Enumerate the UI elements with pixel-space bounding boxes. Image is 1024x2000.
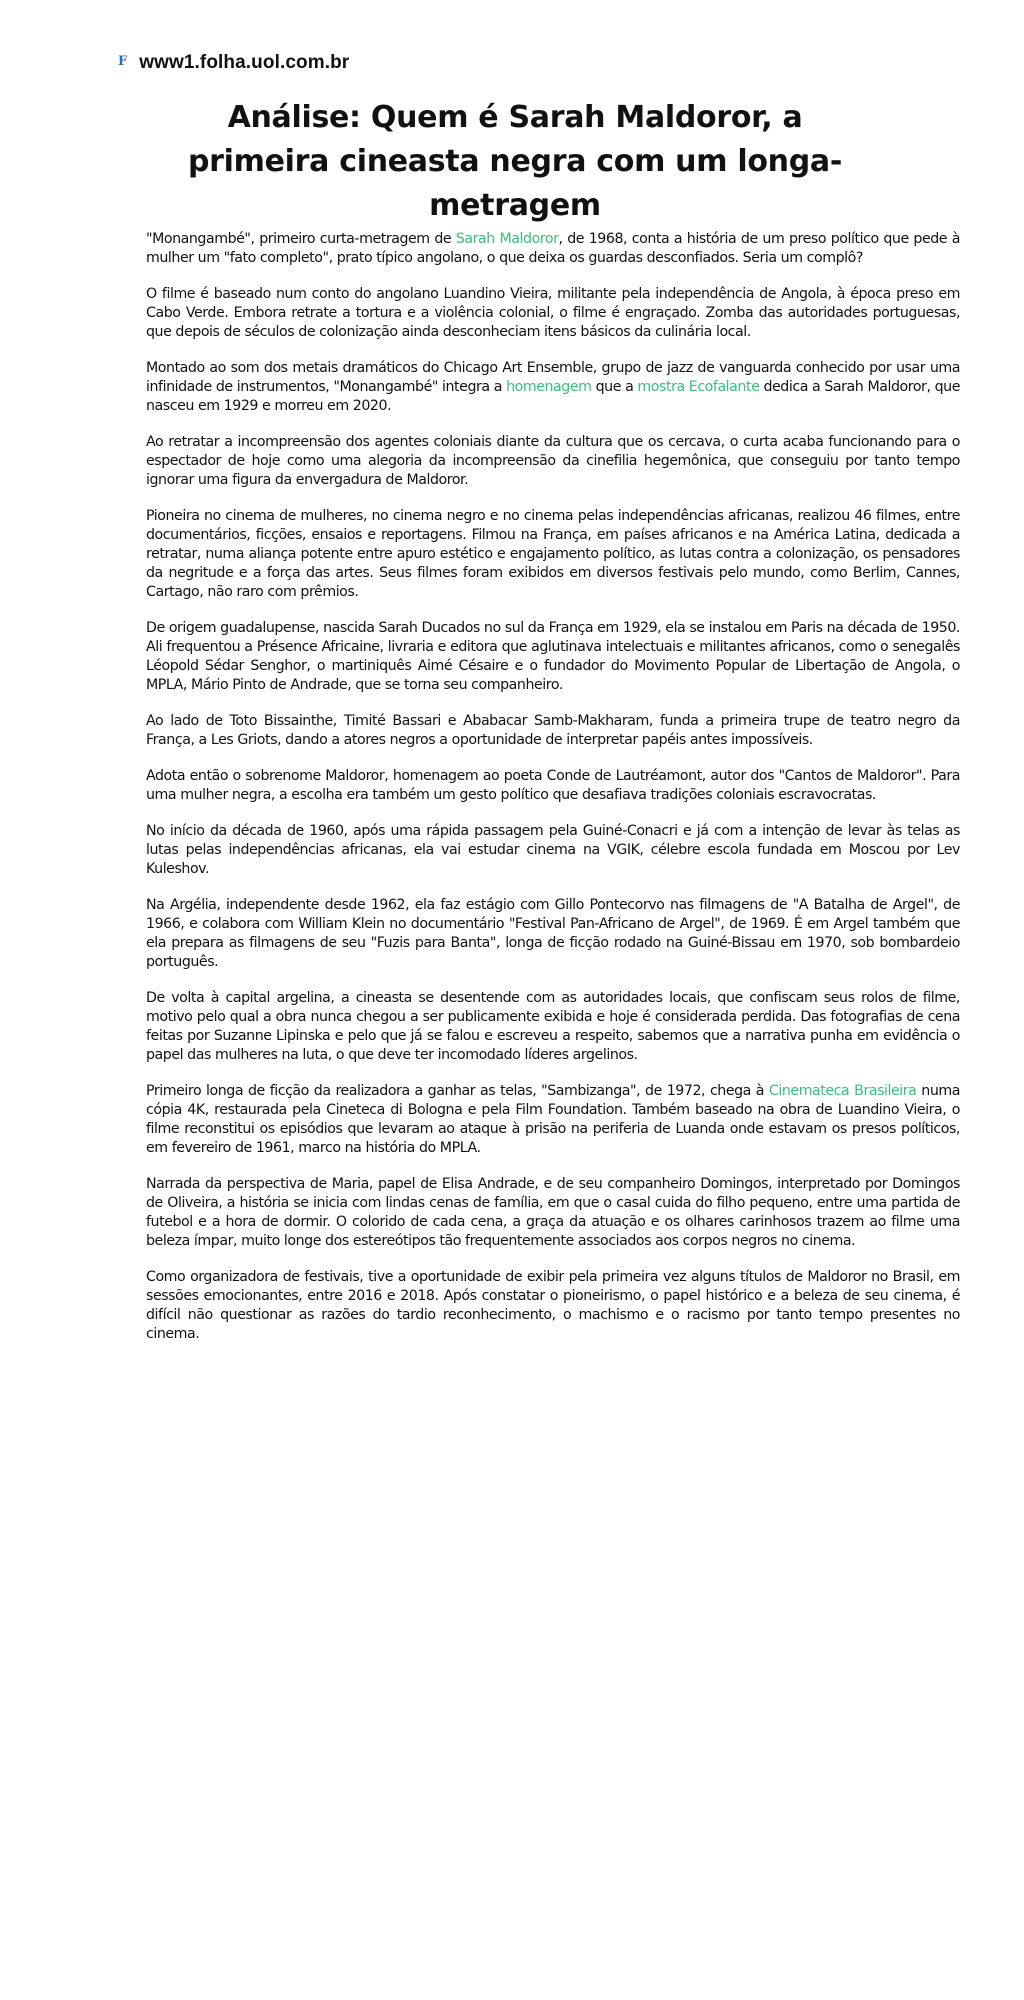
paragraph-text: Como organizadora de festivais, tive a oportunidade de exibir pela primeira vez alguns títulos de Maldoror no Brasil, em sessões emocionantes, entre 2016 e 2018. Após constatar o pioneirismo, o papel histórico e a beleza de seu cinema, é difícil não questionar as razões do tardio reconhecimento, o machismo e o racismo por tanto tempo presentes no cinema. [146,1269,960,1342]
article-paragraph [146,767,960,805]
inline-link[interactable]: mostra Ecofalante [637,379,760,395]
article-paragraph [146,896,960,972]
paragraph-text: numa cópia 4K, restaurada pela Cineteca di Bologna e pela Film Foundation. Também baseado na obra de Luandino Vieira, o filme reconstitui os episódios que levaram ao ataque à prisão na periferia de Luanda onde estavam os presos políticos, em fevereiro de 1961, marco na história do MPLA. [146,1083,960,1156]
paragraph-text: Adota então o sobrenome Maldoror, homenagem ao poeta Conde de Lautréamont, autor dos "Cantos de Maldoror". Para uma mulher negra, a escolha era também um gesto político que desafiava tradições coloniais escravocratas. [146,768,960,803]
article-body [146,230,960,1361]
article-paragraph [146,285,960,342]
inline-link[interactable]: Sarah Maldoror [455,231,559,247]
paragraph-text: O filme é baseado num conto do angolano Luandino Vieira, militante pela independência de Angola, à época preso em Cabo Verde. Embora retrate a tortura e a violência colonial, o filme é engraçado. Zomba das autoridades portuguesas, que depois de séculos de colonização ainda desconheciam itens básicos da culinária local. [146,286,960,340]
article-paragraph [146,989,960,1065]
article-paragraph [146,230,960,268]
folha-favicon-icon: F [118,53,128,69]
paragraph-text: Pioneira no cinema de mulheres, no cinema negro e no cinema pelas independências africanas, realizou 46 filmes, entre documentários, ficções, ensaios e reportagens. Filmou na França, em países africanos e na América Latina, dedicada a retratar, numa aliança potente entre apuro estético e engajamento político, as lutas contra a colonização, os pensadores da negritude e a força das artes. Seus filmes foram exibidos em diversos festivais pelo mundo, como Berlim, Cannes, Cartago, não raro com prêmios. [146,508,960,600]
paragraph-text: Primeiro longa de ficção da realizadora a ganhar as telas, "Sambizanga", de 1972, chega à [146,1083,769,1099]
site-domain: www1.folha.uol.com.br [139,52,350,73]
paragraph-text: Narrada da perspectiva de Maria, papel de Elisa Andrade, e de seu companheiro Domingos, interpretado por Domingos de Oliveira, a história se inicia com lindas cenas de família, em que o casal cuida do filho pequeno, entre uma partida de futebol e a hora de dormir. O colorido de cada cena, a graça da atuação e os olhares carinhosos trazem ao filme uma beleza ímpar, muito longe dos estereótipos tão frequentemente associados aos corpos negros no cinema. [146,1176,960,1249]
article-paragraph [146,433,960,490]
article-paragraph [146,619,960,695]
paragraph-text: dedica a Sarah Maldoror, que nasceu em 1929 e morreu em 2020. [146,379,960,414]
article-paragraph [146,507,960,602]
paragraph-text: , de 1968, conta a história de um preso político que pede à mulher um "fato completo", prato típico angolano, o que deixa os guardas desconfiados. Seria um complô? [146,231,960,266]
inline-link[interactable]: Cinemateca Brasileira [768,1083,917,1099]
paragraph-text: De origem guadalupense, nascida Sarah Ducados no sul da França em 1929, ela se instalou em Paris na década de 1950. Ali frequentou a Présence Africaine, livraria e editora que aglutinava intelectuais e militantes africanos, como o senegalês Léopold Sédar Senghor, o martiniquês Aimé Césaire e o fundador do Movimento Popular de Libertação de Angola, o MPLA, Mário Pinto de Andrade, que se torna seu companheiro. [146,620,960,693]
article-title: Análise: Quem é Sarah Maldoror, a primeira cineasta negra com um longa-metragem [188,100,842,223]
site-header [118,52,349,74]
paragraph-text: De volta à capital argelina, a cineasta se desentende com as autoridades locais, que confiscam seus rolos de filme, motivo pelo qual a obra nunca chegou a ser publicamente exibida e hoje é considerada perdida. Das fotografias de cena feitas por Suzanne Lipinska e pelo que já se falou e escreveu a respeito, sabemos que a narrativa punha em evidência o papel das mulheres na luta, o que deve ter incomodado líderes argelinos. [146,990,960,1063]
article-paragraph [146,1082,960,1158]
paragraph-text: No início da década de 1960, após uma rápida passagem pela Guiné-Conacri e já com a intenção de levar às telas as lutas pelas independências africanas, ela vai estudar cinema na VGIK, célebre escola fundada em Moscou por Lev Kuleshov. [146,823,960,877]
article-paragraph [146,1268,960,1344]
paragraph-text: Ao retratar a incompreensão dos agentes coloniais diante da cultura que os cercava, o curta acaba funcionando para o espectador de hoje como uma alegoria da incompreensão da cinefilia hegemônica, que conseguiu por tanto tempo ignorar uma figura da envergadura de Maldoror. [146,434,960,488]
article-paragraph [146,822,960,879]
paragraph-text: que a [591,379,638,395]
paragraph-text: Montado ao som dos metais dramáticos do Chicago Art Ensemble, grupo de jazz de vanguarda conhecido por usar uma infinidade de instrumentos, "Monangambé" integra a [146,360,960,395]
paragraph-text: Na Argélia, independente desde 1962, ela faz estágio com Gillo Pontecorvo nas filmagens de "A Batalha de Argel", de 1966, e colabora com William Klein no documentário "Festival Pan-Africano de Argel", de 1969. É em Argel também que ela prepara as filmagens de seu "Fuzis para Banta", longa de ficção rodado na Guiné-Bissau em 1970, sob bombardeio português. [146,897,960,970]
paragraph-text: "Monangambé", primeiro curta-metragem de [146,231,456,247]
paragraph-text: Ao lado de Toto Bissainthe, Timité Bassari e Ababacar Samb-Makharam, funda a primeira trupe de teatro negro da França, a Les Griots, dando a atores negros a oportunidade de interpretar papéis antes impossíveis. [146,713,960,748]
article-paragraph [146,359,960,416]
inline-link[interactable]: homenagem [506,379,592,395]
article-paragraph [146,1175,960,1251]
article-paragraph [146,712,960,750]
